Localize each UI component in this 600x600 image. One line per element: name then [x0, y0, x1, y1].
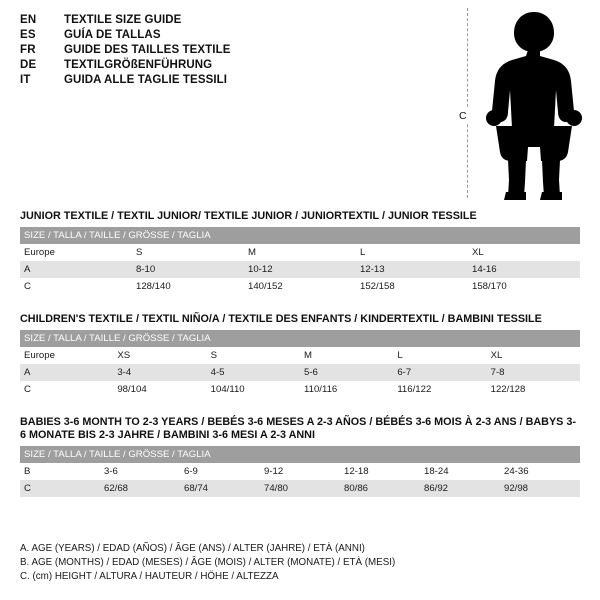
cell: 9-12	[260, 463, 340, 480]
cell: 68/74	[180, 480, 260, 497]
cell: S	[132, 244, 244, 261]
cell: 80/86	[340, 480, 420, 497]
table-row	[20, 278, 580, 295]
cell: 6-9	[180, 463, 260, 480]
language-title: GUIDE DES TAILLES TEXTILE	[64, 44, 231, 56]
cell: 116/122	[393, 381, 486, 398]
language-title: GUIDA ALLE TAGLIE TESSILI	[64, 74, 228, 86]
language-code: FR	[20, 44, 36, 56]
footer-legend	[20, 542, 580, 584]
row-label: Europe	[20, 244, 132, 261]
row-label: C	[20, 480, 100, 497]
row-label: A	[20, 261, 132, 278]
language-row	[20, 59, 400, 71]
cell: 12-18	[340, 463, 420, 480]
measure-label-c: C	[459, 110, 467, 122]
language-code: DE	[20, 59, 37, 71]
legend-note-a: A. AGE (YEARS) / EDAD (AÑOS) / ÂGE (ANS) / ALTER (JAHRE) / ETÀ (ANNI)	[20, 543, 365, 554]
language-title: TEXTILGRÖßENFÜHRUNG	[64, 59, 213, 71]
cell: 3-4	[113, 364, 206, 381]
table-header-label: SIZE / TALLA / TAILLE / GRÖSSE / TAGLIA	[20, 330, 580, 347]
cell: XL	[468, 244, 580, 261]
cell: 8-10	[132, 261, 244, 278]
language-title: GUÍA DE TALLAS	[64, 29, 161, 41]
table-row	[20, 364, 580, 381]
cell: 4-5	[207, 364, 300, 381]
height-measure-line	[467, 8, 468, 198]
table-row	[20, 347, 580, 364]
cell: 62/68	[100, 480, 180, 497]
language-code: ES	[20, 29, 36, 41]
language-title: TEXTILE SIZE GUIDE	[64, 14, 182, 26]
cell: 12-13	[356, 261, 468, 278]
cell: XS	[113, 347, 206, 364]
cell: L	[356, 244, 468, 261]
language-row	[20, 29, 400, 41]
cell: 74/80	[260, 480, 340, 497]
section-title: JUNIOR TEXTILE / TEXTIL JUNIOR/ TEXTILE JUNIOR / JUNIORTEXTIL / JUNIOR TESSILE	[20, 210, 477, 222]
section-babies	[20, 416, 580, 497]
table-row	[20, 463, 580, 480]
cell: 6-7	[393, 364, 486, 381]
cell: 92/98	[500, 480, 580, 497]
cell: 86/92	[420, 480, 500, 497]
table-row	[20, 381, 580, 398]
row-label: C	[20, 381, 113, 398]
cell: 14-16	[468, 261, 580, 278]
cell: 24-36	[500, 463, 580, 480]
table-row	[20, 261, 580, 278]
cell: 122/128	[487, 381, 580, 398]
language-row	[20, 14, 400, 26]
junior-size-table	[20, 227, 580, 295]
row-label: A	[20, 364, 113, 381]
cell: 10-12	[244, 261, 356, 278]
section-junior	[20, 210, 580, 295]
section-title: BABIES 3-6 MONTH TO 2-3 YEARS / BEBÉS 3-6 MESES A 2-3 AÑOS / BÉBÉS 3-6 MOIS À 2-3 ANS / BABYS 3-6 MONATE BIS 2-3 JAHRE / BAMBINI 3-6 MESI A 2-3 ANNI	[20, 416, 576, 441]
cell: 152/158	[356, 278, 468, 295]
legend-note-c: C. (cm) HEIGHT / ALTURA / HAUTEUR / HÖHE / ALTEZZA	[20, 571, 279, 582]
cell: S	[207, 347, 300, 364]
cell: L	[393, 347, 486, 364]
cell: XL	[487, 347, 580, 364]
child-silhouette-icon	[482, 10, 587, 200]
cell: 18-24	[420, 463, 500, 480]
legend-note-b: B. AGE (MONTHS) / EDAD (MESES) / ÂGE (MOIS) / ALTER (MONATE) / ETÀ (MESI)	[20, 557, 396, 568]
cell: 140/152	[244, 278, 356, 295]
language-title-block	[20, 14, 400, 89]
children-size-table	[20, 330, 580, 398]
cell: 110/116	[300, 381, 393, 398]
table-row	[20, 480, 580, 497]
section-title: CHILDREN'S TEXTILE / TEXTIL NIÑO/A / TEXTILE DES ENFANTS / KINDERTEXTIL / BAMBINI TESSILE	[20, 313, 542, 325]
table-row	[20, 244, 580, 261]
cell: M	[300, 347, 393, 364]
table-header-label: SIZE / TALLA / TAILLE / GRÖSSE / TAGLIA	[20, 227, 580, 244]
table-header-row	[20, 227, 580, 244]
section-children	[20, 313, 580, 398]
language-row	[20, 74, 400, 86]
cell: 158/170	[468, 278, 580, 295]
row-label: B	[20, 463, 100, 480]
table-header-row	[20, 446, 580, 463]
cell: 7-8	[487, 364, 580, 381]
cell: 5-6	[300, 364, 393, 381]
cell: 104/110	[207, 381, 300, 398]
babies-size-table	[20, 446, 580, 497]
measurement-figure	[440, 8, 590, 203]
cell: 98/104	[113, 381, 206, 398]
table-header-label: SIZE / TALLA / TAILLE / GRÖSSE / TAGLIA	[20, 446, 580, 463]
cell: 3-6	[100, 463, 180, 480]
language-code: EN	[20, 14, 37, 26]
row-label: C	[20, 278, 132, 295]
cell: 128/140	[132, 278, 244, 295]
language-code: IT	[20, 74, 31, 86]
row-label: Europe	[20, 347, 113, 364]
cell: M	[244, 244, 356, 261]
table-header-row	[20, 330, 580, 347]
language-row	[20, 44, 400, 56]
